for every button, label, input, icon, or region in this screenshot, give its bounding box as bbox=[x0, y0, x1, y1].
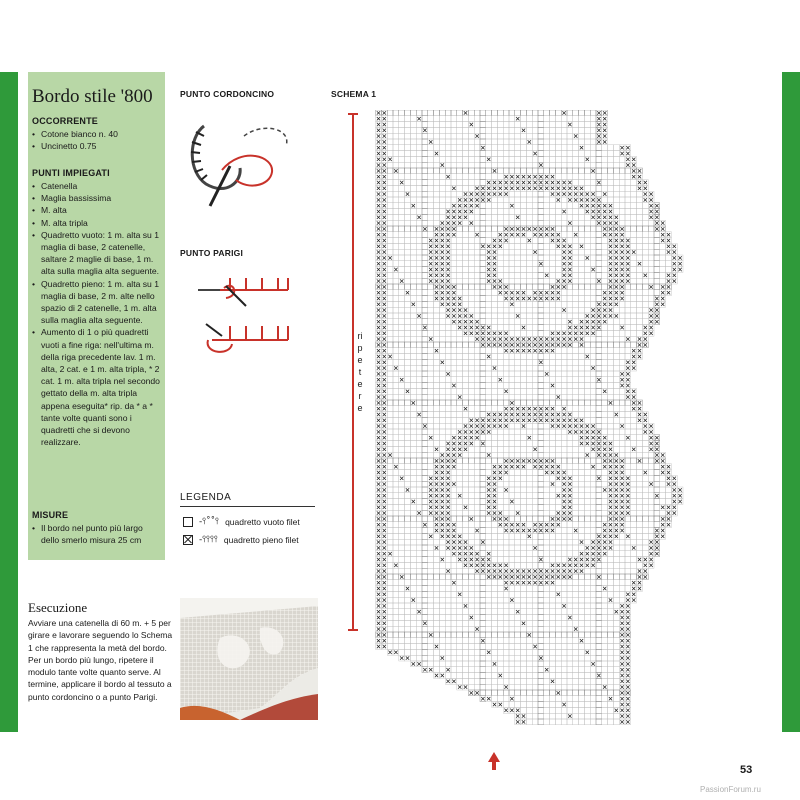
lace-photo bbox=[180, 598, 318, 720]
misure-heading: MISURE bbox=[32, 510, 69, 520]
materials-sidebar bbox=[28, 72, 165, 560]
pattern-title: Bordo stile '800 bbox=[32, 86, 153, 107]
list-item: • Maglia bassissima bbox=[32, 192, 163, 204]
schema-label: SCHEMA 1 bbox=[331, 89, 377, 99]
list-item: • M. alta bbox=[32, 204, 163, 216]
list-item: • Cotone bianco n. 40 bbox=[32, 128, 160, 140]
treble-symbol-icon: -⫯⫯⫯⫯ bbox=[199, 535, 218, 545]
repeat-word: ripetere bbox=[357, 331, 363, 413]
cordoncino-label: PUNTO CORDONCINO bbox=[180, 89, 275, 99]
punti-heading: PUNTI IMPIEGATI bbox=[32, 168, 110, 178]
legend-empty-label: quadretto vuoto filet bbox=[225, 517, 300, 527]
chain-symbol-icon: -⫯˚˚⫯ bbox=[199, 517, 220, 527]
list-item: • Catenella bbox=[32, 180, 163, 192]
legend-divider bbox=[180, 506, 315, 507]
page-number: 53 bbox=[740, 764, 753, 776]
list-item: • Quadretto vuoto: 1 m. alta su 1 maglia di base, 2 catenelle, saltare 2 maglie di base, 1 m. alta sulla maglia alta seguente. bbox=[32, 229, 163, 278]
watermark: PassionForum.ru bbox=[700, 785, 761, 794]
empty-square-icon bbox=[183, 517, 193, 527]
execution-title: Esecuzione bbox=[28, 600, 88, 615]
list-item: • Uncinetto 0.75 bbox=[32, 140, 160, 152]
legend-full-label: quadretto pieno filet bbox=[223, 535, 299, 545]
parigi-illustration bbox=[190, 266, 300, 360]
execution-text: Avviare una catenella di 60 m. + 5 per girare e lavorare seguendo lo Schema 1 che rappresenta la metà del bordo. Per un bordo più lungo, ripetere il modulo tante volte quanto serve. Al termine, applicare il bordo al tessuto a punto cordoncino o a punto Parigi. bbox=[28, 618, 173, 702]
list-item: • Quadretto pieno: 1 m. alta su 1 maglia di base, 2 m. alte nello spazio di 2 catenelle, 1 m. alta sulla maglia alta seguente. bbox=[32, 278, 163, 327]
legend-title: LEGENDA bbox=[180, 492, 232, 503]
legend-full-row bbox=[183, 535, 299, 545]
left-green-edge bbox=[0, 72, 18, 732]
right-green-edge bbox=[782, 72, 800, 732]
list-item: • M. alta tripla bbox=[32, 217, 163, 229]
misure-list bbox=[32, 522, 160, 546]
legend-empty-row bbox=[183, 517, 300, 527]
filet-schema bbox=[350, 110, 702, 755]
filet-grid bbox=[350, 110, 702, 750]
parigi-label: PUNTO PARIGI bbox=[180, 248, 244, 258]
list-item: • Aumento di 1 o più quadretti vuoti a fine riga: nell'ultima m. della riga precedente lav. 1 m. alta, 2 cat. e 1 m. alta tripla, * 2 cat. 1 m. alta tripla nel secondo gettato della m. alta tripla appena eseguita* rip. da * a * tante volte quanti sono i quadretti che si devono realizzare. bbox=[32, 326, 163, 448]
punti-list bbox=[32, 180, 163, 448]
occorrente-list bbox=[32, 128, 160, 152]
occorrente-heading: OCCORRENTE bbox=[32, 116, 99, 126]
cordoncino-illustration bbox=[182, 112, 302, 212]
filled-square-icon bbox=[183, 535, 193, 545]
list-item: • Il bordo nel punto più largo dello smerlo misura 25 cm bbox=[32, 522, 160, 546]
